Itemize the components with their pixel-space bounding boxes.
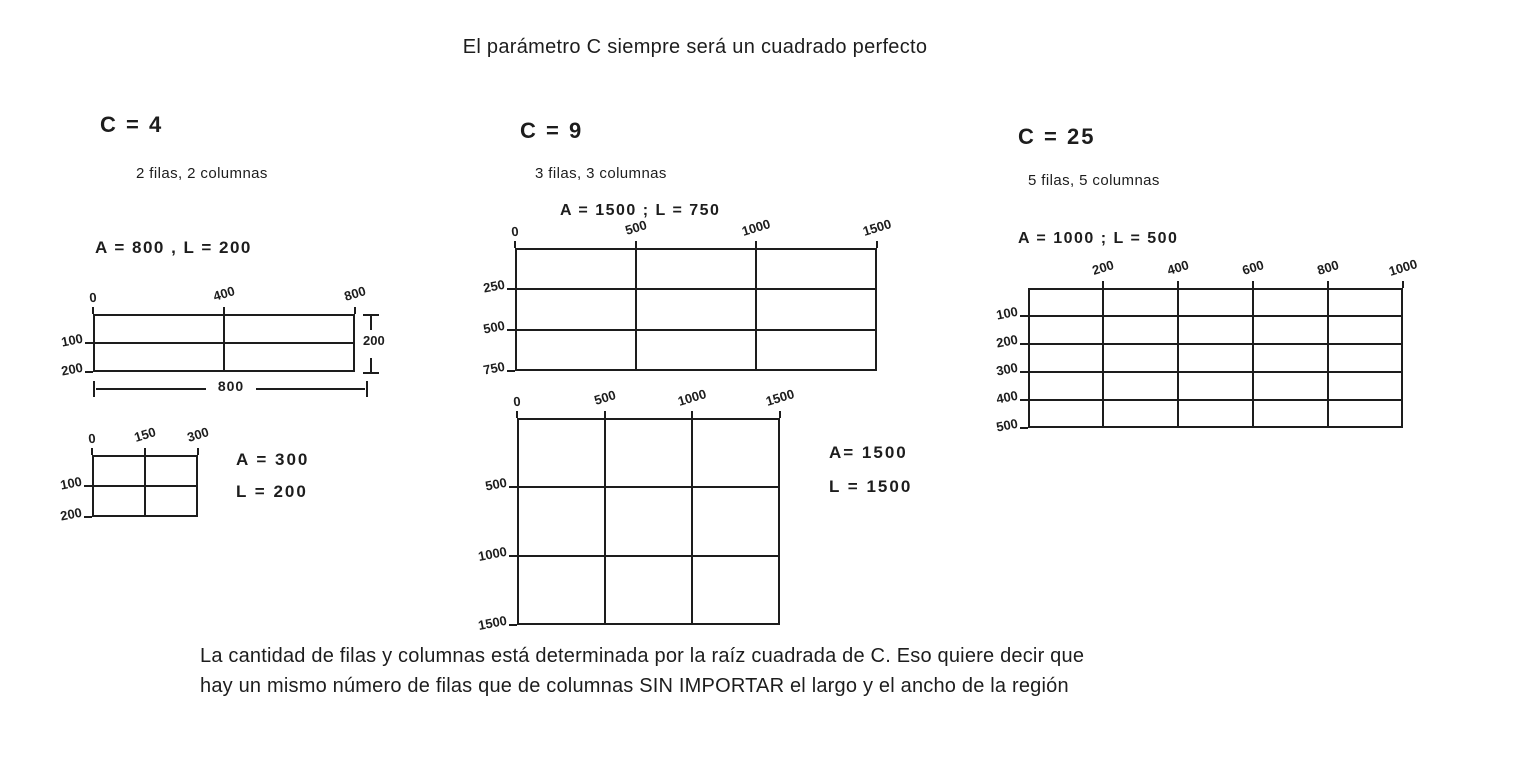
x-tick <box>1252 281 1254 288</box>
grid-line-vertical <box>635 248 637 371</box>
x-tick-label: 0 <box>510 223 520 240</box>
y-tick-label: 100 <box>994 303 1020 323</box>
grid-line-horizontal <box>92 485 198 487</box>
y-tick <box>1020 343 1028 345</box>
y-tick <box>1020 399 1028 401</box>
dimension-end-tick <box>366 381 368 397</box>
x-tick-label: 1000 <box>676 386 709 409</box>
grid-line-horizontal <box>1028 343 1403 345</box>
grid-c4-small <box>58 424 211 524</box>
grid-c4-small-area-label: A = 300 <box>236 450 310 469</box>
x-tick-label: 800 <box>1315 257 1341 278</box>
y-tick-label: 250 <box>481 276 507 296</box>
y-tick <box>507 329 515 331</box>
x-tick-label: 500 <box>592 387 618 408</box>
x-tick <box>755 241 757 248</box>
x-tick <box>876 241 878 248</box>
y-tick-label: 200 <box>58 504 84 524</box>
x-tick-label: 300 <box>185 424 211 445</box>
dimension-stem <box>370 316 372 330</box>
y-tick <box>85 371 93 373</box>
grid-line-horizontal <box>1028 371 1403 373</box>
x-tick <box>1102 281 1104 288</box>
y-tick-label: 400 <box>994 387 1020 407</box>
grid-line-horizontal <box>515 329 877 331</box>
section-c25-heading: C = 25 <box>1018 124 1096 149</box>
section-c25-params: A = 1000 ; L = 500 <box>1018 230 1179 247</box>
y-tick-label: 200 <box>59 359 85 379</box>
x-tick <box>1327 281 1329 288</box>
x-tick <box>144 448 146 455</box>
y-tick <box>1020 315 1028 317</box>
grid-line-horizontal <box>517 555 780 557</box>
width-dimension-label: 800 <box>217 378 245 394</box>
grid-line-vertical <box>1177 288 1179 428</box>
y-tick-label: 500 <box>481 317 507 337</box>
grid-line-horizontal <box>517 486 780 488</box>
dimension-stem <box>370 358 372 372</box>
x-tick-label: 0 <box>88 289 98 306</box>
x-tick-label: 400 <box>1165 257 1191 278</box>
grid-line-vertical <box>1102 288 1104 428</box>
width-dimension-indicator <box>93 378 368 397</box>
grid-outline <box>517 418 780 625</box>
x-tick-label: 1000 <box>1386 256 1420 279</box>
x-tick-label: 600 <box>1240 257 1266 278</box>
y-tick-label: 200 <box>994 331 1020 351</box>
grid-outline <box>1028 288 1403 428</box>
grid-c9-square <box>476 386 797 633</box>
grid-line-vertical <box>755 248 757 371</box>
dimension-end-tick <box>93 381 95 397</box>
y-tick <box>509 624 517 626</box>
y-tick <box>509 486 517 488</box>
grid-line-horizontal <box>1028 399 1403 401</box>
x-tick-label: 0 <box>512 393 522 410</box>
section-c4-params: A = 800 , L = 200 <box>95 238 252 257</box>
x-tick <box>197 448 199 455</box>
y-tick-label: 1500 <box>476 612 509 633</box>
height-dimension-indicator <box>363 314 385 374</box>
dimension-line <box>256 388 365 390</box>
y-tick <box>509 555 517 557</box>
y-tick <box>85 342 93 344</box>
grid-line-vertical <box>1327 288 1329 428</box>
footer-line-2: hay un mismo número de filas que de columnas SIN IMPORTAR el largo y el ancho de la región <box>200 675 1069 697</box>
grid-c4-small-length-label: L = 200 <box>236 482 308 501</box>
x-tick-label: 800 <box>342 283 368 304</box>
section-c4-heading: C = 4 <box>100 112 164 137</box>
y-tick-label: 100 <box>59 330 85 350</box>
grid-line-horizontal <box>515 288 877 290</box>
grid-c25-main <box>994 256 1420 435</box>
x-tick-label: 0 <box>87 430 97 447</box>
x-tick-label: 1500 <box>763 386 797 409</box>
grid-line-vertical <box>1252 288 1254 428</box>
grid-line-horizontal <box>93 342 355 344</box>
y-tick-label: 750 <box>481 358 507 378</box>
y-tick-label: 100 <box>58 473 84 493</box>
x-tick <box>91 448 93 455</box>
x-tick <box>92 307 94 314</box>
y-tick <box>507 370 515 372</box>
dimension-cap <box>363 372 379 374</box>
x-tick <box>635 241 637 248</box>
x-tick-label: 1500 <box>860 216 894 239</box>
grid-line-vertical <box>691 418 693 625</box>
x-tick-label: 400 <box>211 283 237 304</box>
x-tick-label: 500 <box>623 217 649 238</box>
grid-outline <box>515 248 877 371</box>
section-c9-params: A = 1500 ; L = 750 <box>560 202 721 219</box>
section-c9-heading: C = 9 <box>520 118 584 143</box>
x-tick <box>514 241 516 248</box>
x-tick <box>223 307 225 314</box>
section-c9-subheading: 3 filas, 3 columnas <box>535 165 667 182</box>
x-tick-label: 1000 <box>740 216 773 239</box>
footer-line-1: La cantidad de filas y columnas está determinada por la raíz cuadrada de C. Eso quiere decir que <box>200 645 1085 667</box>
x-tick <box>1402 281 1404 288</box>
x-tick <box>354 307 356 314</box>
page-title: El parámetro C siempre será un cuadrado perfecto <box>462 36 928 58</box>
section-c25-subheading: 5 filas, 5 columnas <box>1028 172 1160 189</box>
grid-c4-main <box>59 283 368 379</box>
grid-c9-square-area-label: A= 1500 <box>829 443 908 462</box>
y-tick <box>507 288 515 290</box>
y-tick <box>1020 427 1028 429</box>
grid-line-vertical <box>604 418 606 625</box>
x-tick <box>779 411 781 418</box>
y-tick-label: 300 <box>994 359 1020 379</box>
x-tick <box>691 411 693 418</box>
grid-c9-square-length-label: L = 1500 <box>829 477 913 496</box>
y-tick <box>84 516 92 518</box>
x-tick <box>1177 281 1179 288</box>
dimension-line <box>96 388 206 390</box>
y-tick-label: 500 <box>994 415 1020 435</box>
x-tick-label: 150 <box>132 424 158 445</box>
y-tick-label: 1000 <box>476 543 509 564</box>
height-dimension-label: 200 <box>363 333 385 348</box>
x-tick <box>604 411 606 418</box>
y-tick <box>84 485 92 487</box>
y-tick-label: 500 <box>483 474 509 494</box>
grid-line-horizontal <box>1028 315 1403 317</box>
x-tick <box>516 411 518 418</box>
x-tick-label: 200 <box>1090 257 1116 278</box>
y-tick <box>1020 371 1028 373</box>
grid-c9-wide <box>481 216 894 378</box>
section-c4-subheading: 2 filas, 2 columnas <box>136 165 268 182</box>
